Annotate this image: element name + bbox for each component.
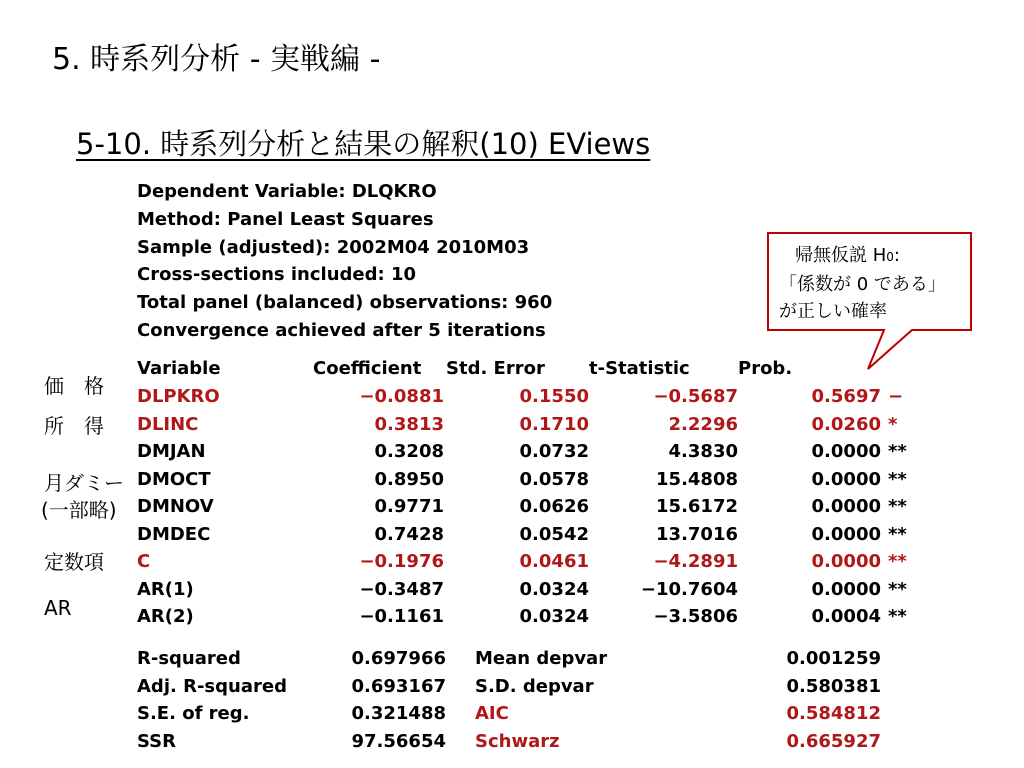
stat-label: Adj. R-squared xyxy=(137,676,287,697)
std-error-cell: 0.0626 xyxy=(519,496,589,517)
coefficient-cell: 0.7428 xyxy=(374,524,444,545)
method-line: Method: Panel Least Squares xyxy=(137,209,434,230)
prob-cell: 0.0000 xyxy=(811,524,881,545)
variable-cell: AR(1) xyxy=(137,579,194,600)
significance-mark: ** xyxy=(888,441,907,462)
side-label-month-dummy: 月ダミー xyxy=(44,471,124,495)
t-statistic-cell: 15.6172 xyxy=(656,496,738,517)
stat-label: SSR xyxy=(137,731,176,752)
col-header-variable: Variable xyxy=(137,358,221,379)
std-error-cell: 0.0324 xyxy=(519,579,589,600)
stat-value-2: 0.665927 xyxy=(786,731,881,752)
col-header-t-statistic: t-Statistic xyxy=(589,358,690,379)
std-error-cell: 0.0461 xyxy=(519,551,589,572)
stat-value-2: 0.584812 xyxy=(786,703,881,724)
stat-value: 0.697966 xyxy=(351,648,446,669)
t-statistic-cell: 13.7016 xyxy=(656,524,738,545)
t-statistic-cell: −0.5687 xyxy=(653,386,738,407)
col-header-coefficient: Coefficient xyxy=(313,358,422,379)
coefficient-cell: 0.9771 xyxy=(374,496,444,517)
stat-label-2: S.D. depvar xyxy=(475,676,594,697)
prob-cell: 0.5697 xyxy=(811,386,881,407)
significance-mark: ** xyxy=(888,606,907,627)
variable-cell: C xyxy=(137,551,151,572)
stat-value-2: 0.001259 xyxy=(786,648,881,669)
coefficient-cell: 0.3813 xyxy=(374,414,444,435)
callout-line-1: 帰無仮説 H0: xyxy=(795,245,900,266)
coefficient-cell: −0.0881 xyxy=(359,386,444,407)
variable-cell: DMDEC xyxy=(137,524,211,545)
stat-value-2: 0.580381 xyxy=(786,676,881,697)
variable-cell: DLINC xyxy=(137,414,199,435)
coefficient-cell: 0.8950 xyxy=(374,469,444,490)
variable-cell: DLPKRO xyxy=(137,386,220,407)
t-statistic-cell: 2.2296 xyxy=(668,414,738,435)
std-error-cell: 0.0578 xyxy=(519,469,589,490)
prob-cell: 0.0000 xyxy=(811,496,881,517)
significance-mark: ** xyxy=(888,496,907,517)
std-error-cell: 0.0542 xyxy=(519,524,589,545)
side-label-partially-omitted: (一部略) xyxy=(41,498,117,522)
callout-text xyxy=(779,242,951,325)
stat-label-2: Mean depvar xyxy=(475,648,608,669)
stat-label-2: AIC xyxy=(475,703,509,724)
stat-label: S.E. of reg. xyxy=(137,703,250,724)
slide-subtitle: 5-10. 時系列分析と結果の解釈(10) EViews xyxy=(76,127,651,161)
stat-value: 0.693167 xyxy=(351,676,446,697)
prob-cell: 0.0000 xyxy=(811,551,881,572)
variable-cell: DMOCT xyxy=(137,469,211,490)
coefficient-cell: −0.1976 xyxy=(359,551,444,572)
t-statistic-cell: 4.3830 xyxy=(668,441,738,462)
col-header-std-error: Std. Error xyxy=(446,358,545,379)
stat-value: 97.56654 xyxy=(351,731,446,752)
sample-line: Sample (adjusted): 2002M04 2010M03 xyxy=(137,237,530,258)
coefficient-cell: −0.3487 xyxy=(359,579,444,600)
prob-cell: 0.0000 xyxy=(811,579,881,600)
std-error-cell: 0.1550 xyxy=(519,386,589,407)
variable-cell: DMNOV xyxy=(137,496,214,517)
significance-mark: ** xyxy=(888,551,907,572)
stat-label: R-squared xyxy=(137,648,241,669)
significance-mark: * xyxy=(888,414,898,435)
std-error-cell: 0.1710 xyxy=(519,414,589,435)
significance-mark: − xyxy=(888,386,904,407)
side-label-ar: AR xyxy=(44,596,72,620)
t-statistic-cell: −3.5806 xyxy=(653,606,738,627)
t-statistic-cell: −4.2891 xyxy=(653,551,738,572)
callout-line-3: が正しい確率 xyxy=(779,301,887,322)
page-title: 5. 時系列分析 - 実戦編 - xyxy=(52,42,381,77)
std-error-cell: 0.0324 xyxy=(519,606,589,627)
prob-cell: 0.0000 xyxy=(811,469,881,490)
prob-cell: 0.0004 xyxy=(811,606,881,627)
stat-label-2: Schwarz xyxy=(475,731,560,752)
stat-value: 0.321488 xyxy=(351,703,446,724)
dependent-variable-line: Dependent Variable: DLQKRO xyxy=(137,181,437,202)
significance-mark: ** xyxy=(888,469,907,490)
variable-cell: AR(2) xyxy=(137,606,194,627)
significance-mark: ** xyxy=(888,524,907,545)
variable-cell: DMJAN xyxy=(137,441,206,462)
side-label-price: 価 格 xyxy=(44,374,104,398)
side-label-constant: 定数項 xyxy=(44,550,104,574)
coefficient-cell: 0.3208 xyxy=(374,441,444,462)
observations-line: Total panel (balanced) observations: 960 xyxy=(137,292,553,313)
significance-mark: ** xyxy=(888,579,907,600)
prob-cell: 0.0260 xyxy=(811,414,881,435)
t-statistic-cell: −10.7604 xyxy=(640,579,738,600)
convergence-line: Convergence achieved after 5 iterations xyxy=(137,320,546,341)
coefficient-cell: −0.1161 xyxy=(359,606,444,627)
side-label-income: 所 得 xyxy=(44,414,104,438)
cross-sections-line: Cross-sections included: 10 xyxy=(137,264,417,285)
prob-cell: 0.0000 xyxy=(811,441,881,462)
std-error-cell: 0.0732 xyxy=(519,441,589,462)
col-header-prob: Prob. xyxy=(738,358,793,379)
callout-line-2: 「係数が 0 である」 xyxy=(779,274,946,295)
t-statistic-cell: 15.4808 xyxy=(656,469,738,490)
